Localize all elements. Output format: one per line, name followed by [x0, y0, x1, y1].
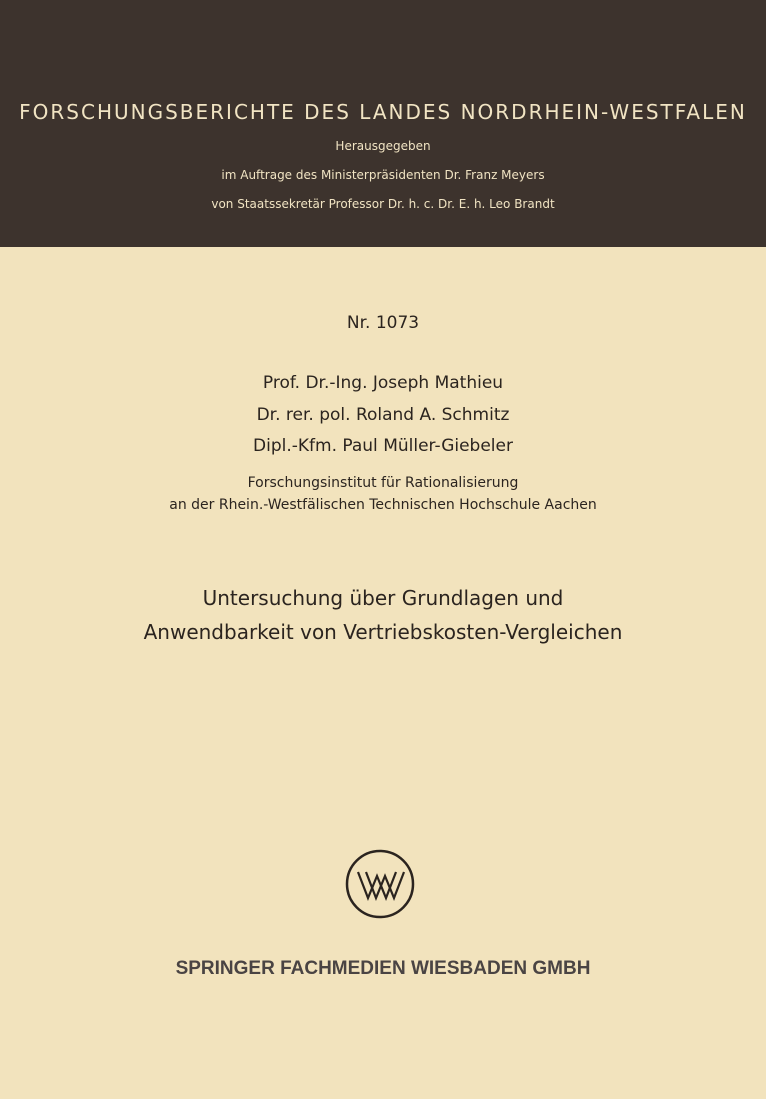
author-3: Dipl.-Kfm. Paul Müller-Giebeler: [253, 436, 513, 456]
book-title-line-2: Anwendbarkeit von Vertriebskosten-Vergleichen: [143, 620, 623, 644]
editor-line-1: Herausgegeben: [335, 139, 431, 153]
editor-line-2: im Auftrage des Ministerpräsidenten Dr. Franz Meyers: [221, 168, 545, 182]
springer-ww-logo-icon: [344, 848, 416, 920]
editor-line-3: von Staatssekretär Professor Dr. h. c. Dr. E. h. Leo Brandt: [211, 197, 555, 211]
author-2: Dr. rer. pol. Roland A. Schmitz: [256, 405, 510, 425]
header-band: [0, 0, 766, 247]
author-1: Prof. Dr.-Ing. Joseph Mathieu: [262, 373, 504, 393]
issue-number: Nr. 1073: [346, 313, 420, 333]
publisher-name: SPRINGER FACHMEDIEN WIESBADEN GMBH: [175, 958, 591, 979]
series-title: FORSCHUNGSBERICHTE DES LANDES NORDRHEIN-WESTFALEN: [19, 100, 747, 124]
institute-line-2: an der Rhein.-Westfälischen Technischen Hochschule Aachen: [169, 497, 597, 513]
book-title-line-1: Untersuchung über Grundlagen und: [202, 586, 564, 610]
institute-line-1: Forschungsinstitut für Rationalisierung: [247, 475, 519, 491]
